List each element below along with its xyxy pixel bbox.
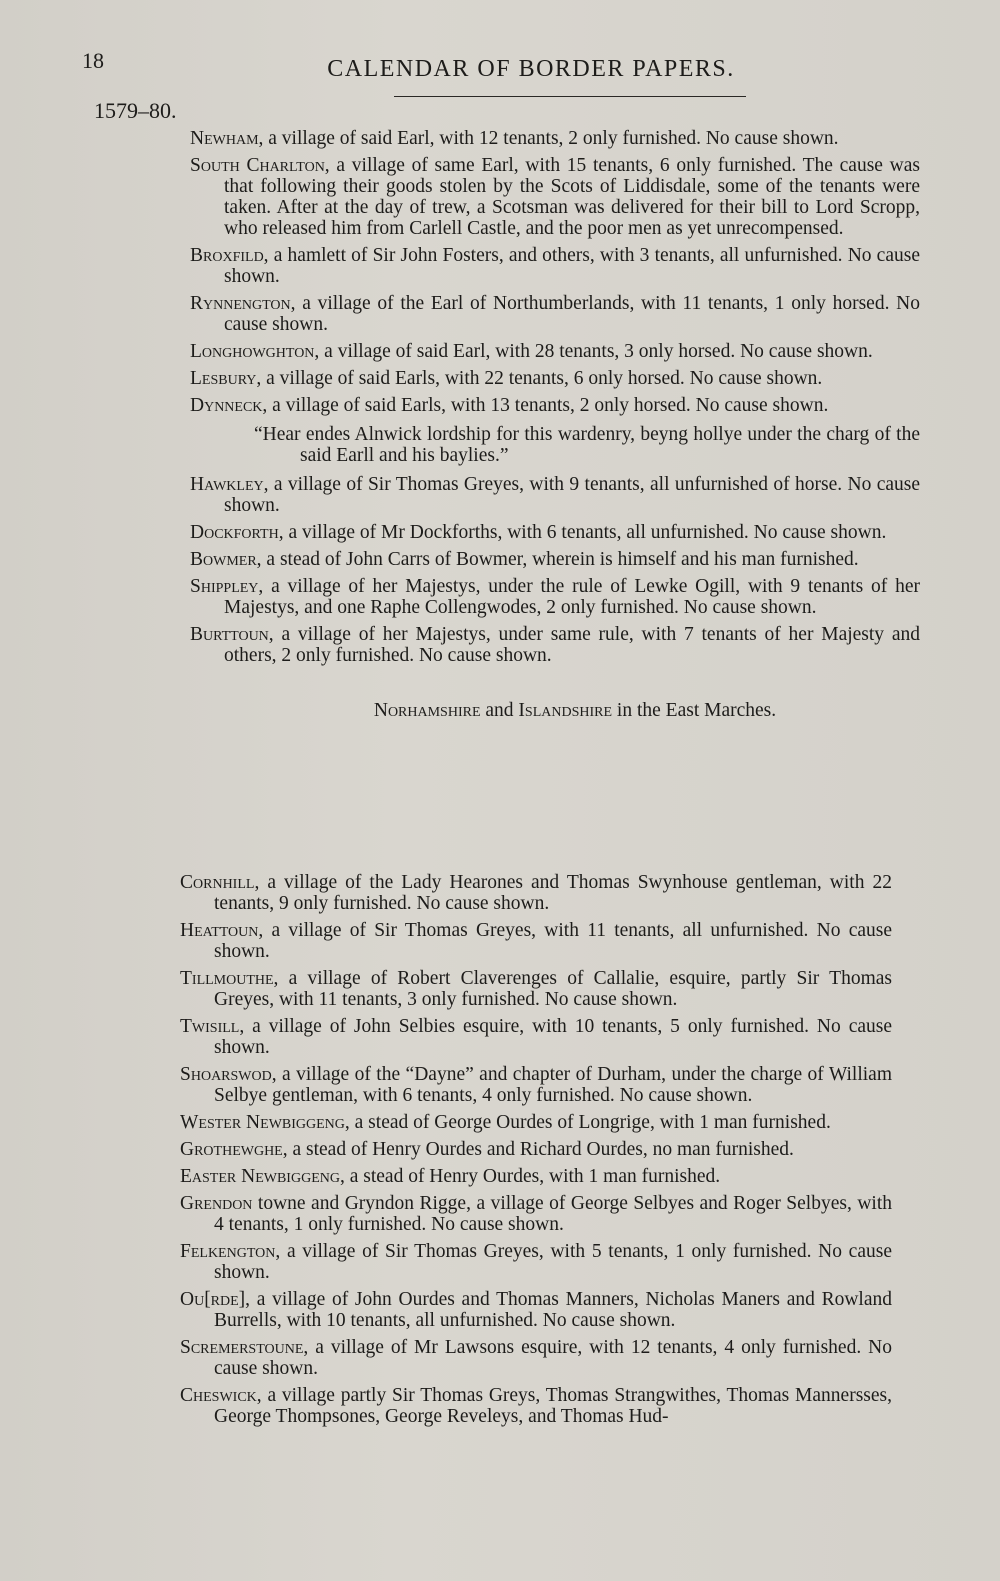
entry-text: a village of said Earls, with 22 tenants, 6 only horsed. No cause shown.: [261, 368, 823, 389]
entry-text: a village of her Majestys, under same rule, with 7 tenants of her Majesty and others, 2 only furnished. No cause shown.: [224, 624, 920, 666]
entry-dockforth: [190, 522, 920, 543]
entry-name: Ou[rde],: [180, 1289, 251, 1310]
entry-easter-newbiggeng: [180, 1166, 892, 1187]
entry-grendon: [180, 1193, 892, 1235]
entry-tillmouthe: [180, 968, 892, 1010]
entry-name: Felkengton,: [180, 1241, 281, 1262]
entry-name: Shoarswod,: [180, 1064, 277, 1085]
entry-text: a village of the “Dayne” and chapter of Durham, under the charge of William Selbye gentleman, with 6 tenants, 4 only furnished. No cause shown.: [214, 1064, 892, 1106]
quoted-note: “Hear endes Alnwick lordship for this wardenry, beyng hollye under the charg of the said Earll and his baylies.”: [254, 424, 920, 466]
header-rule: [394, 96, 746, 97]
entry-name: Grothewghe,: [180, 1139, 288, 1160]
entry-name: Broxfild,: [190, 245, 269, 266]
entry-text: a village of Sir Thomas Greyes, with 9 tenants, all unfurnished of horse. No cause shown.: [224, 474, 920, 516]
entry-ourde: [180, 1289, 892, 1331]
entry-scremerstoune: [180, 1337, 892, 1379]
entry-name: Dockforth,: [190, 522, 284, 543]
entry-text: a village of Mr Dockforths, with 6 tenants, all unfurnished. No cause shown.: [283, 522, 887, 543]
entry-name: Scremerstoune,: [180, 1337, 309, 1358]
entry-name: Lesbury,: [190, 368, 262, 389]
page-number: 18: [82, 48, 104, 73]
running-title: CALENDAR OF BORDER PAPERS.: [327, 56, 735, 82]
entry-rynnengton: [190, 293, 920, 335]
entry-text: a village of said Earls, with 13 tenants, 2 only horsed. No cause shown.: [267, 395, 829, 416]
entry-text: a hamlett of Sir John Fosters, and others, with 3 tenants, all unfurnished. No cause shown.: [224, 245, 920, 287]
entry-twisill: [180, 1016, 892, 1058]
entry-name: Bowmer,: [190, 549, 262, 570]
document-body: [190, 128, 920, 735]
entry-cheswick: [180, 1385, 892, 1427]
entry-name: Hawkley,: [190, 474, 269, 495]
entry-wester-newbiggeng: [180, 1112, 892, 1133]
entry-burttoun: [190, 624, 920, 666]
entry-text: a village of Mr Lawsons esquire, with 12 tenants, 4 only furnished. No cause shown.: [214, 1337, 892, 1379]
entry-text: a village of same Earl, with 15 tenants, 6 only furnished. The cause was that following their goods stolen by the Scots of Liddisdale, some of the tenants were taken. After at the day of trew, a Scotsman was delivered for their bill to Lord Scropp, who released him from Carlell Castle, and the poor men as yet unrecompensed.: [224, 155, 920, 239]
document-body-continued: [180, 872, 892, 1433]
entry-shoarswod: [180, 1064, 892, 1106]
entry-name: Newham,: [190, 128, 264, 149]
entry-name: Grendon: [180, 1193, 253, 1214]
entry-text: a village of Sir Thomas Greyes, with 5 tenants, 1 only furnished. No cause shown.: [214, 1241, 892, 1283]
entry-heattoun: [180, 920, 892, 962]
section-rest: in the East Marches.: [612, 700, 777, 721]
entry-grothewghe: [180, 1139, 892, 1160]
entry-text: a stead of George Ourdes of Longrige, with 1 man furnished.: [349, 1112, 831, 1133]
entry-text: a village of her Majestys, under the rule of Lewke Ogill, with 9 tenants of her Majestys, and one Raphe Collengwodes, 2 only furnished. No cause shown.: [224, 576, 920, 618]
entry-text: a village of John Ourdes and Thomas Manners, Nicholas Maners and Rowland Burrells, with 10 tenants, all unfurnished. No cause shown.: [214, 1289, 892, 1331]
year-heading: 1579–80.: [94, 98, 177, 123]
entry-newham: [190, 128, 920, 149]
entry-shippley: [190, 576, 920, 618]
section-and: and: [480, 700, 519, 721]
entry-felkengton: [180, 1241, 892, 1283]
entry-broxfild: [190, 245, 920, 287]
entry-name: Cornhill,: [180, 872, 260, 893]
entry-bowmer: [190, 549, 920, 570]
entry-name: Longhowghton,: [190, 341, 320, 362]
entry-lesbury: [190, 368, 920, 389]
entry-text: towne and Gryndon Rigge, a village of George Selbyes and Roger Selbyes, with 4 tenants, 1 only furnished. No cause shown.: [214, 1193, 892, 1235]
entry-text: a village partly Sir Thomas Greys, Thomas Strangwithes, Thomas Mannersses, George Thompsones, George Reveleys, and Thomas Hud-: [214, 1385, 892, 1427]
entry-name: Wester Newbiggeng,: [180, 1112, 350, 1133]
entry-text: a stead of Henry Ourdes and Richard Ourdes, no man furnished.: [287, 1139, 794, 1160]
entry-name: Tillmouthe,: [180, 968, 279, 989]
entry-text: a village of Robert Claverenges of Callalie, esquire, partly Sir Thomas Greyes, with 11 tenants, 3 only furnished. No cause shown.: [214, 968, 892, 1010]
page-header: [82, 40, 920, 100]
entry-name: Twisill,: [180, 1016, 245, 1037]
entry-text: a village of said Earl, with 12 tenants, 2 only furnished. No cause shown.: [263, 128, 839, 149]
entry-cornhill: [180, 872, 892, 914]
entry-name: Rynnengton,: [190, 293, 296, 314]
entry-text: a village of Sir Thomas Greyes, with 11 tenants, all unfurnished. No cause shown.: [214, 920, 892, 962]
section-heading: [190, 700, 920, 721]
entry-hawkley: [190, 474, 920, 516]
entry-name: Shippley,: [190, 576, 264, 597]
entry-text: a stead of John Carrs of Bowmer, wherein is himself and his man furnished.: [261, 549, 859, 570]
entry-text: a village of the Earl of Northumberlands, with 11 tenants, 1 only horsed. No cause shown.: [224, 293, 920, 335]
entry-name: Easter Newbiggeng,: [180, 1166, 345, 1187]
entry-name: Dynneck,: [190, 395, 268, 416]
entry-name: Cheswick,: [180, 1385, 262, 1406]
entry-text: a village of John Selbies esquire, with 10 tenants, 5 only furnished. No cause shown.: [214, 1016, 892, 1058]
entry-name: South Charlton,: [190, 155, 330, 176]
entry-south-charlton: [190, 155, 920, 239]
entry-text: a village of said Earl, with 28 tenants, 3 only horsed. No cause shown.: [319, 341, 873, 362]
entry-dynneck: [190, 395, 920, 416]
entry-name: Heattoun,: [180, 920, 264, 941]
section-part1: Norhamshire: [373, 700, 481, 721]
entry-text: a stead of Henry Ourdes, with 1 man furnished.: [344, 1166, 721, 1187]
section-part2: Islandshire: [518, 700, 613, 721]
entry-longhowghton: [190, 341, 920, 362]
entry-name: Burttoun,: [190, 624, 274, 645]
entry-text: a village of the Lady Hearones and Thomas Swynhouse gentleman, with 22 tenants, 9 only furnished. No cause shown.: [214, 872, 892, 914]
